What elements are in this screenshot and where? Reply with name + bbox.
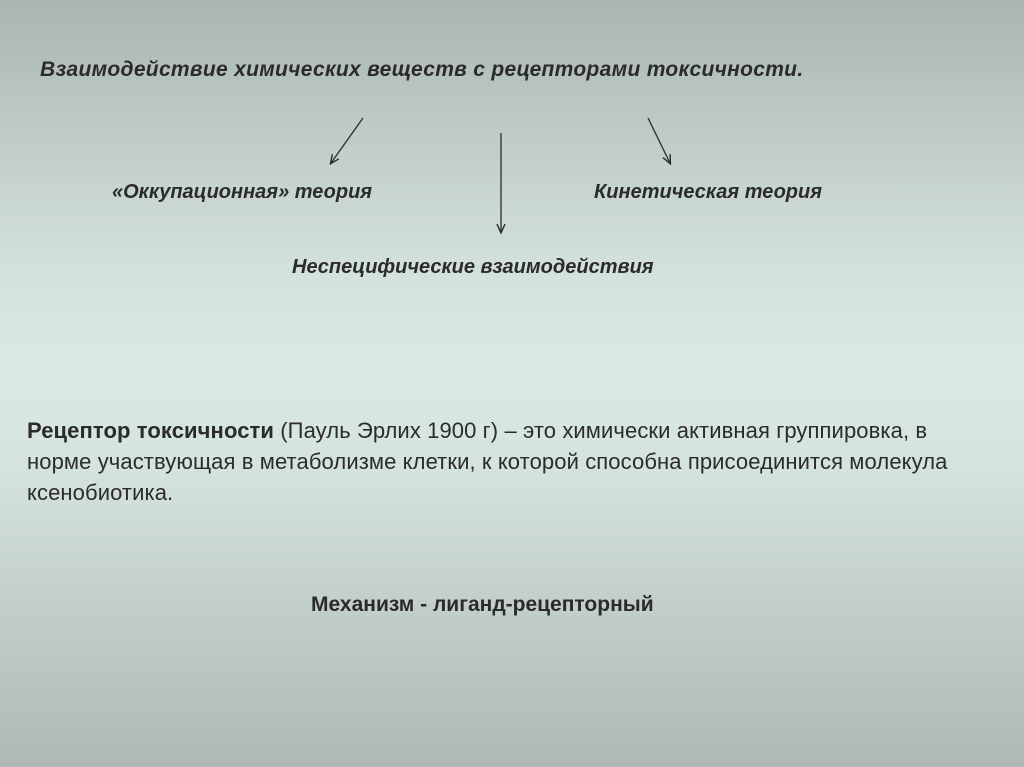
definition-term: Рецептор токсичности [27,418,275,443]
receptor-definition [27,415,987,508]
arrow-to-occupation-theory [331,118,363,163]
arrow-to-kinetic-theory [648,118,670,163]
kinetic-theory-label: Кинетическая теория [594,181,823,203]
slide-title: Взаимодействие химических веществ с рецепторами токсичности. [40,58,804,81]
occupation-theory-label: «Оккупационная» теория [112,181,373,203]
definition-text: (Пауль Эрлих 1900 г) – это химически активная группировка, в норме участвующая в метаболизме клетки, к которой способна присоединится молекула ксенобиотика. [27,418,948,505]
nonspecific-interactions-label: Неспецифические взаимодействия [292,256,654,278]
mechanism-statement: Механизм - лиганд-рецепторный [311,593,654,616]
